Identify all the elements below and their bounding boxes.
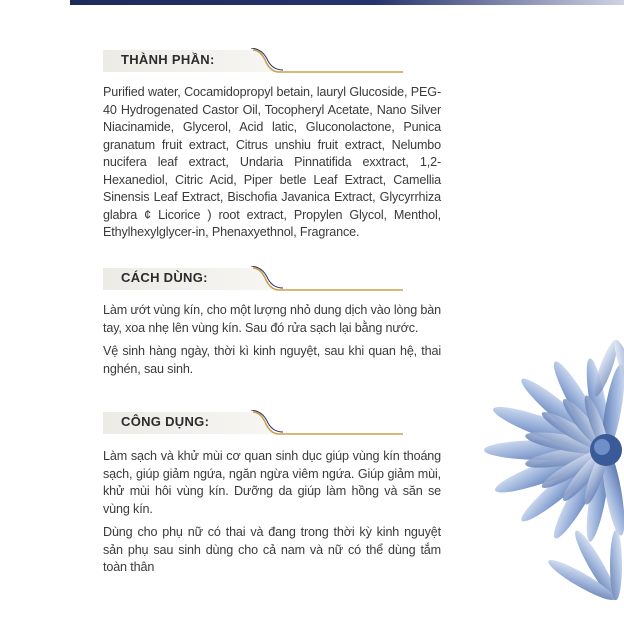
benefits-title: CÔNG DỤNG:: [121, 414, 210, 429]
benefits-header: [103, 410, 403, 436]
blue-flower-icon: [436, 300, 624, 624]
benefits-paragraph-2: Dùng cho phụ nữ có thai và đang trong thời kỳ kinh nguyệt sản phụ sau sinh dùng cho cả nam và nữ có thể dùng tắm toàn thân: [103, 525, 441, 574]
usage-body: [103, 302, 441, 384]
ingredients-header: [103, 48, 403, 74]
benefits-body: [103, 448, 441, 583]
usage-title: CÁCH DÙNG:: [121, 270, 208, 285]
benefits-paragraph-1: Làm sạch và khử mùi cơ quan sinh dục giúp vùng kín thoáng sạch, giúp giảm ngứa, ngăn ngừa viêm ngứa. Giúp giảm mùi, khử mùi hôi vùng kín. Dưỡng da giúp làm hồng và săn se vùng kín.: [103, 449, 441, 516]
usage-paragraph-1: Làm ướt vùng kín, cho một lượng nhỏ dung dịch vào lòng bàn tay, xoa nhẹ lên vùng kín. Sau đó rửa sạch lại bằng nước.: [103, 303, 441, 335]
usage-header: [103, 266, 403, 292]
ingredients-body: [103, 84, 441, 248]
ingredients-title: THÀNH PHẦN:: [121, 52, 215, 67]
usage-paragraph-2: Vệ sinh hàng ngày, thời kì kinh nguyệt, sau khi quan hệ, thai nghén, sau sinh.: [103, 344, 441, 376]
ingredients-text: Purified water, Cocamidopropyl betain, lauryl Glucoside, PEG-40 Hydrogenated Castor Oil, Tocopheryl Acetate, Nano Silver Niacinamide, Glycerol, Acid latic, Gluconolactone, Punica granatum fruit extract, Citrus unshiu fruit extract, Nelumbo nucifera leaf extract, Undaria Pinnatifida exxtract, 1,2-Hexanediol, Citric Acid, Piper betle Leaf Extract, Camellia Sinensis Leaf Extract, Bischofia Javanica Extract, Glycyrrhiza glabra ¢ Licorice ) root extract, Propylen Glycol, Menthol, Ethylhexylglycer-in, Phenaxyethnol, Fragrance.: [103, 85, 441, 239]
